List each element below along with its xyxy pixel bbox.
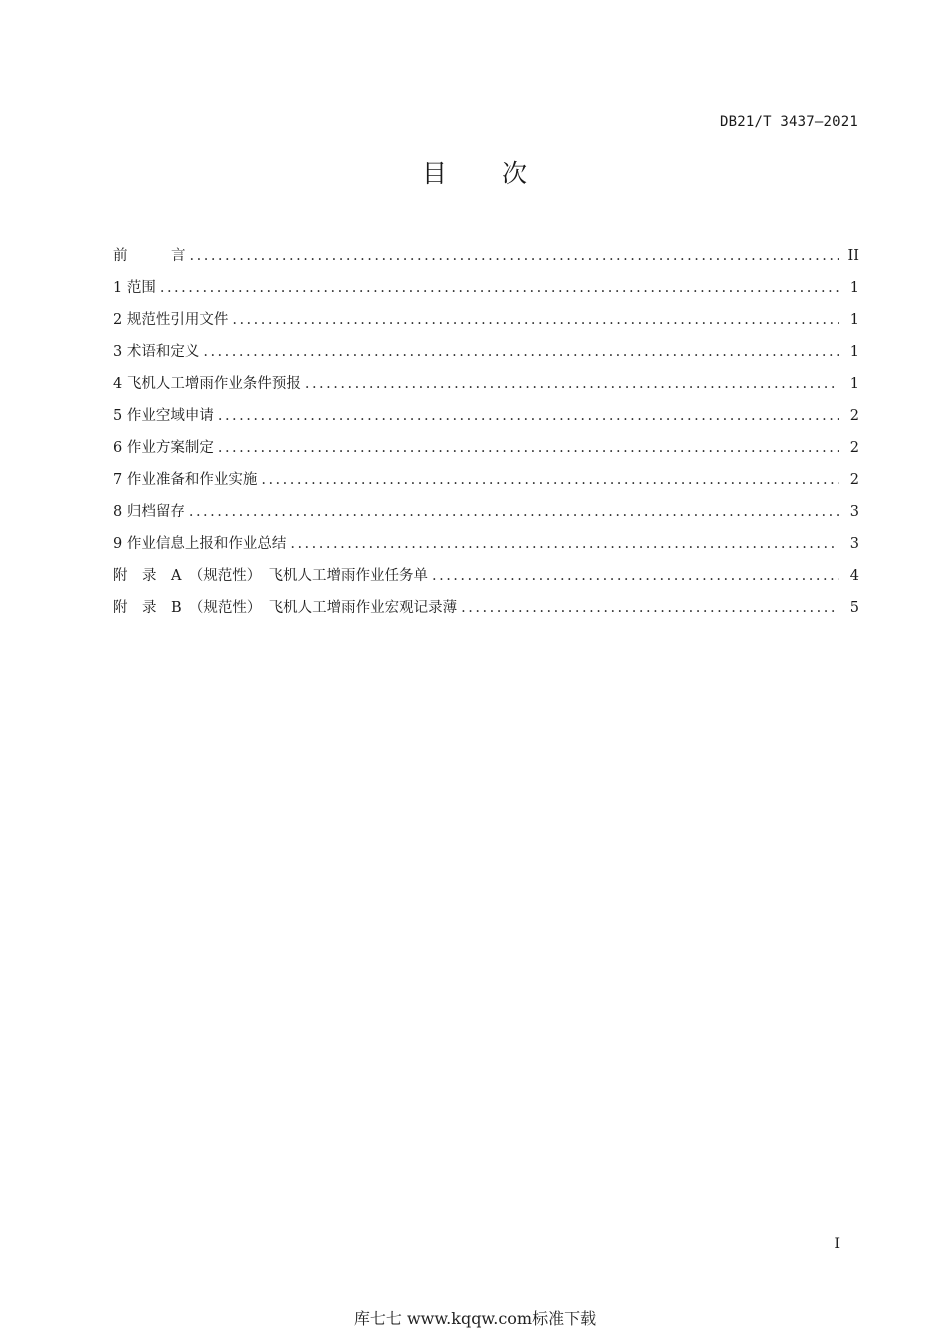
toc-entry-label: 6 作业方案制定 — [113, 440, 214, 456]
toc-dot-leader — [218, 435, 839, 461]
toc-dot-leader — [203, 339, 839, 365]
toc-entry-page: II — [847, 248, 859, 264]
toc-dot-leader — [432, 563, 839, 589]
toc-dot-leader — [190, 243, 840, 269]
toc-entry-page: 1 — [849, 280, 859, 296]
toc-entry-reporting-summary[interactable] — [113, 531, 859, 563]
toc-entry-label: 7 作业准备和作业实施 — [113, 472, 258, 488]
toc-entry-condition-forecast[interactable] — [113, 371, 859, 403]
page-number: I — [834, 1236, 840, 1252]
toc-entry-page: 4 — [849, 568, 859, 584]
toc-dot-leader — [261, 467, 839, 493]
toc-entry-preparation-implementation[interactable] — [113, 467, 859, 499]
table-of-contents — [113, 243, 859, 627]
toc-dot-leader — [218, 403, 839, 429]
toc-entry-page: 2 — [849, 472, 859, 488]
toc-entry-plan-formulation[interactable] — [113, 435, 859, 467]
toc-dot-leader — [290, 531, 839, 557]
toc-dot-leader — [189, 499, 839, 525]
toc-dot-leader — [160, 275, 839, 301]
toc-entry-page: 1 — [849, 376, 859, 392]
toc-entry-label: 4 飞机人工增雨作业条件预报 — [113, 376, 301, 392]
toc-dot-leader — [305, 371, 839, 397]
title-char-1: 目 — [421, 159, 448, 188]
toc-entry-label: 5 作业空域申请 — [113, 408, 214, 424]
toc-entry-label: 3 术语和定义 — [113, 344, 200, 360]
toc-entry-label: 8 归档留存 — [113, 504, 185, 520]
toc-entry-label: 2 规范性引用文件 — [113, 312, 229, 328]
toc-entry-label: 前 言 — [113, 248, 186, 264]
toc-entry-normative-references[interactable] — [113, 307, 859, 339]
toc-dot-leader — [461, 595, 839, 621]
toc-entry-label: 9 作业信息上报和作业总结 — [113, 536, 287, 552]
toc-entry-label: 附 录 A （规范性） 飞机人工增雨作业任务单 — [113, 568, 428, 584]
toc-entry-page: 3 — [849, 536, 859, 552]
toc-entry-page: 5 — [849, 600, 859, 616]
toc-entry-appendix-b[interactable] — [113, 595, 859, 627]
title-char-2: 次 — [502, 159, 529, 188]
toc-entry-terms-definitions[interactable] — [113, 339, 859, 371]
toc-entry-label: 附 录 B （规范性） 飞机人工增雨作业宏观记录薄 — [113, 600, 458, 616]
toc-entry-page: 1 — [849, 312, 859, 328]
toc-entry-label: 1 范围 — [113, 280, 156, 296]
toc-entry-airspace-application[interactable] — [113, 403, 859, 435]
toc-entry-page: 2 — [849, 408, 859, 424]
toc-entry-appendix-a[interactable] — [113, 563, 859, 595]
document-code: DB21/T 3437—2021 — [719, 114, 858, 130]
toc-dot-leader — [232, 307, 839, 333]
toc-entry-page: 2 — [849, 440, 859, 456]
watermark-text: 库七七 www.kqqw.com标准下载 — [353, 1309, 597, 1328]
toc-entry-scope[interactable] — [113, 275, 859, 307]
toc-entry-archiving[interactable] — [113, 499, 859, 531]
toc-entry-foreword[interactable] — [113, 243, 859, 275]
toc-entry-page: 3 — [849, 504, 859, 520]
page-title — [0, 154, 950, 190]
toc-entry-page: 1 — [849, 344, 859, 360]
